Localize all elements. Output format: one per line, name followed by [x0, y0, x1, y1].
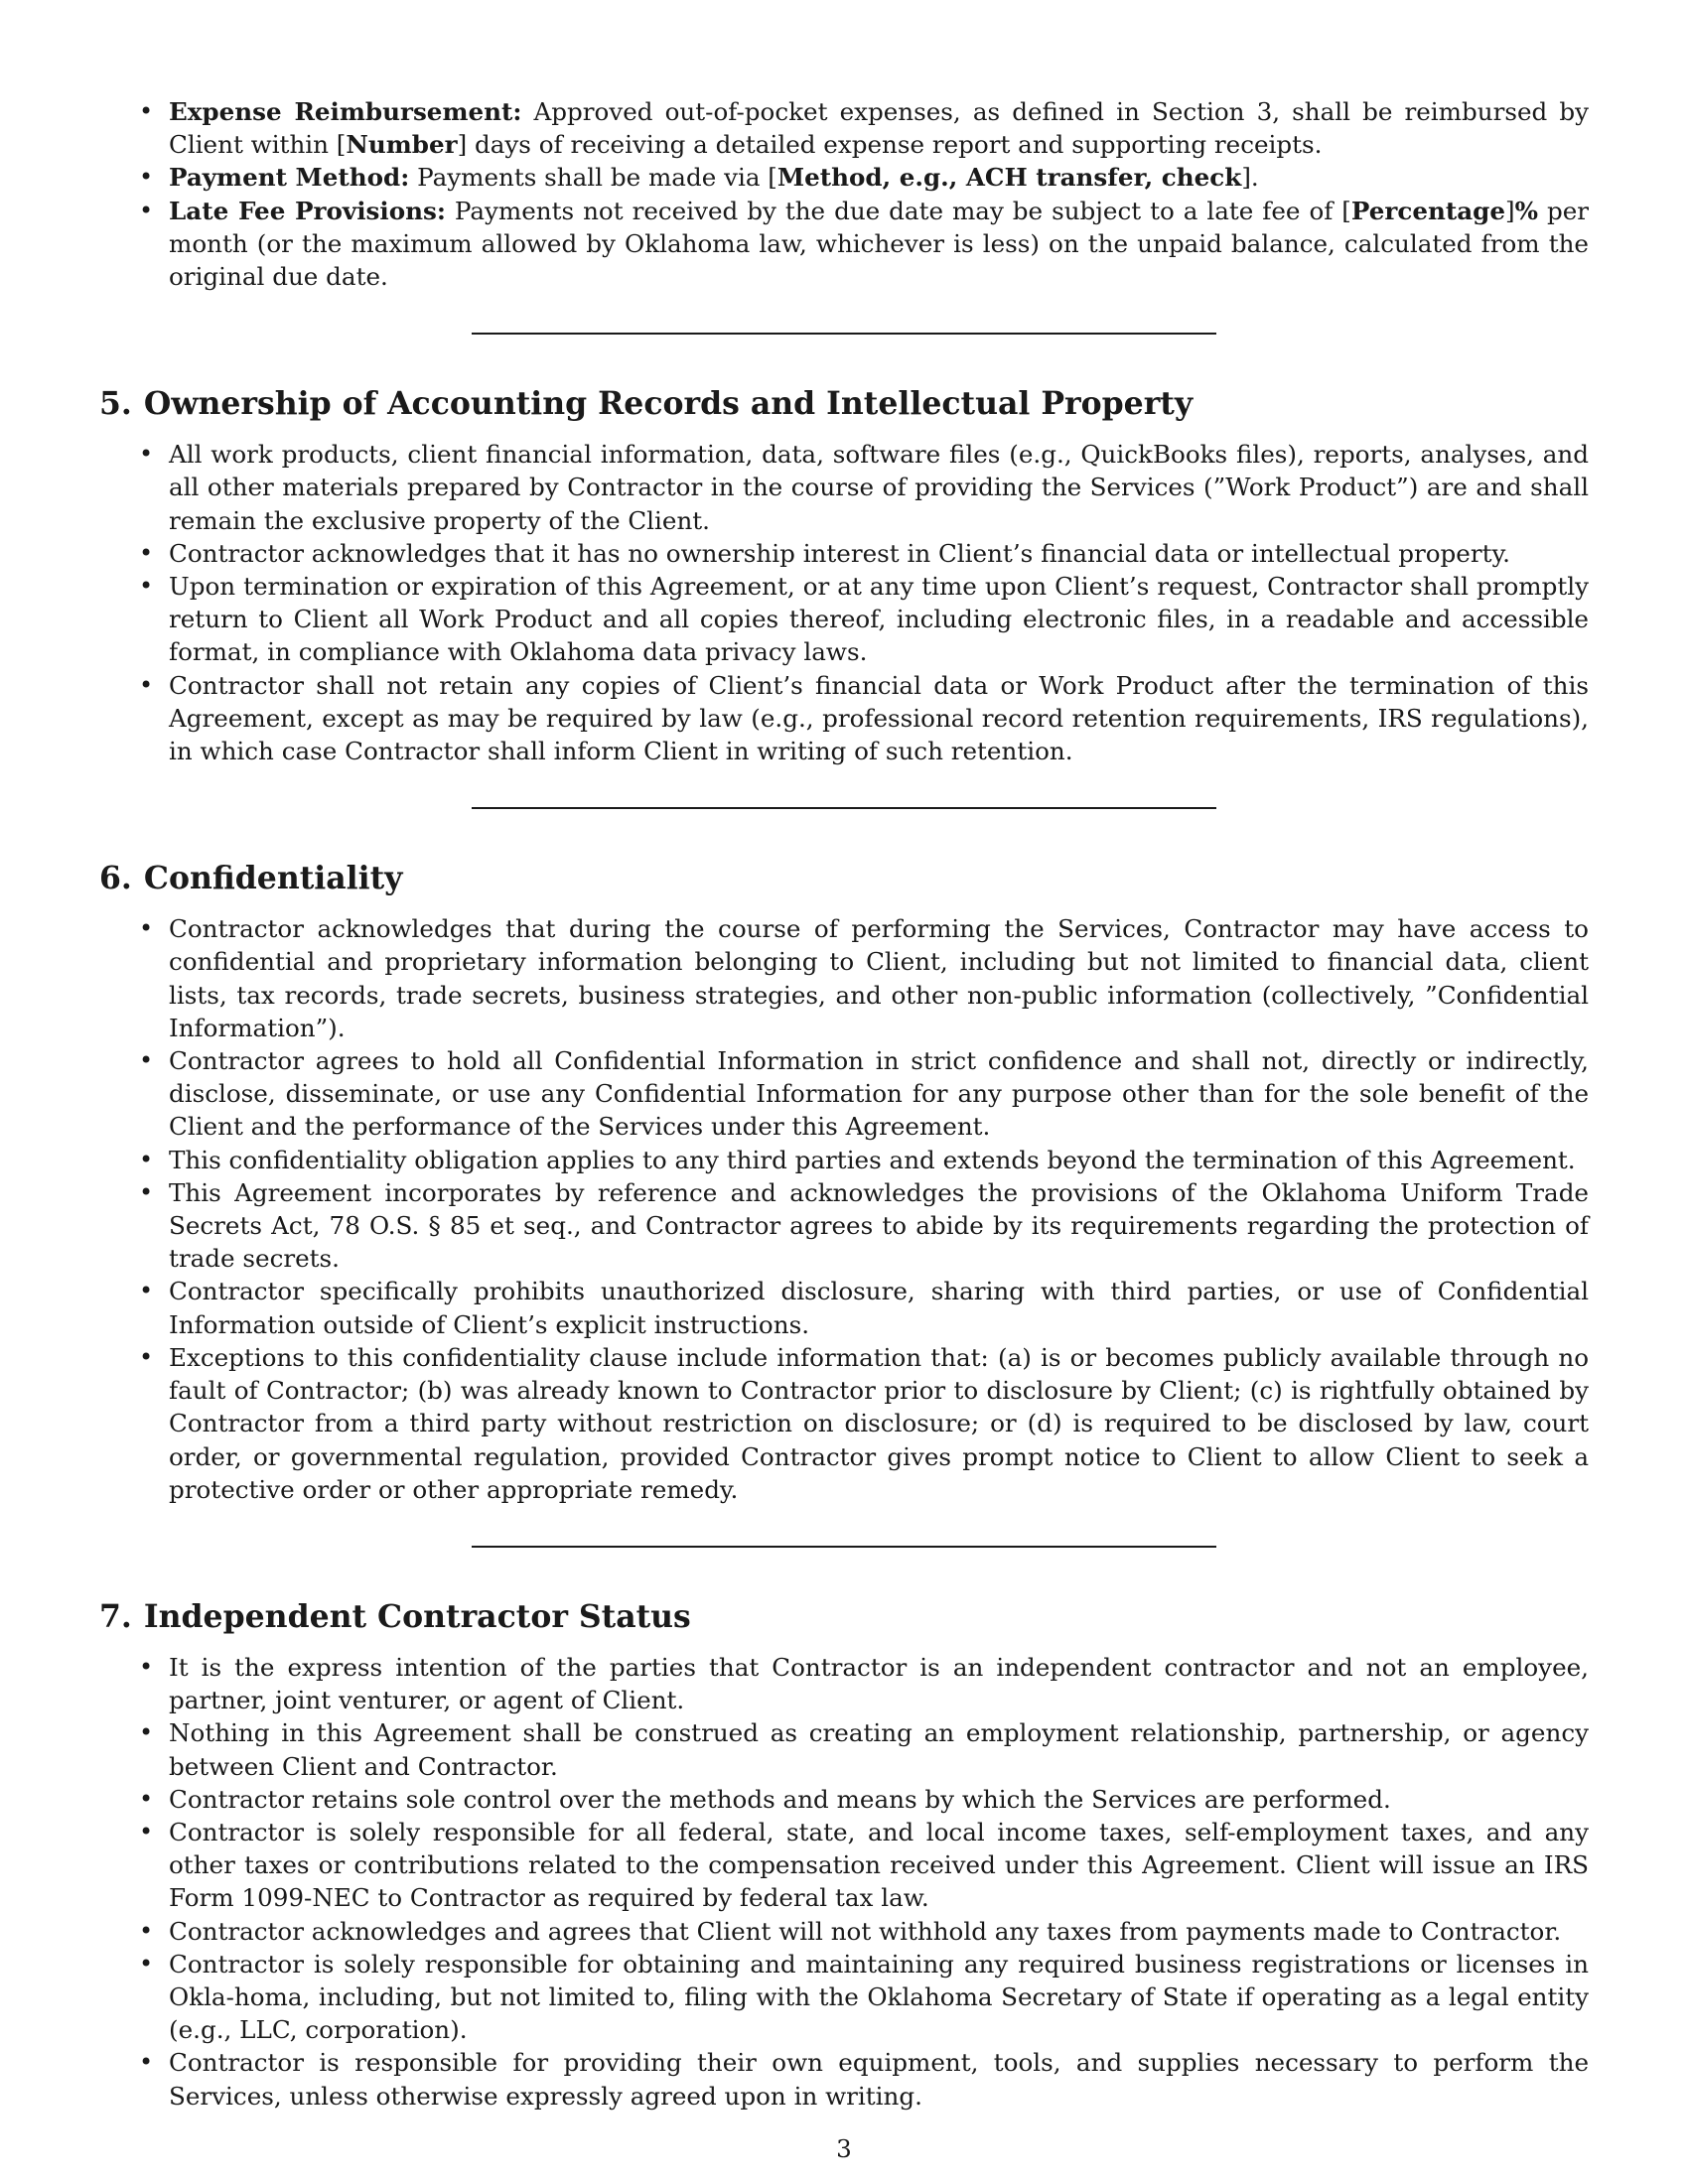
section-heading: 6. Confidentiality [99, 860, 403, 897]
list-item: • Contractor is responsible for providing their own equipment, tools, and supplies necessary to perform the Services, unless otherwise expressly agreed upon in writing. [99, 2046, 1589, 2112]
section-7-list [99, 1651, 1589, 2113]
item-label: Payment Method: [169, 163, 410, 193]
list-item: • Contractor retains sole control over the methods and means by which the Services are performed. [99, 1783, 1589, 1816]
section-5-list [99, 438, 1589, 767]
list-item: • Exceptions to this confidentiality clause include information that: (a) is or becomes publicly available through no fault of Contractor; (b) was already known to Contractor prior to disclosure by Client; (c) is rightfully obtained by Contractor from a third party without restriction on disclosure; or (d) is required to be disclosed by law, court order, or governmental regulation, provided Contractor gives prompt notice to Client to allow Client to seek a protective order or other appropriate remedy. [99, 1341, 1589, 1506]
list-item: • Contractor is solely responsible for obtaining and maintaining any required business registrations or licenses in Okla-homa, including, but not limited to, filing with the Oklahoma Secretary of State if operating as a legal entity (e.g., LLC, corporation). [99, 1948, 1589, 2047]
section-heading: 5. Ownership of Accounting Records and Intellectual Property [99, 385, 1194, 423]
item-label: Expense Reimbursement: [169, 97, 522, 126]
list-item: • Contractor acknowledges and agrees that Client will not withhold any taxes from payments made to Contractor. [99, 1915, 1589, 1948]
payment-terms-list [99, 95, 1589, 293]
list-item: • Expense Reimbursement: Approved out-of-pocket expenses, as defined in Section 3, shall be reimbursed by Client within [Number] days of receiving a detailed expense report and supporting receipts. [99, 95, 1589, 161]
list-item: • Contractor specifically prohibits unauthorized disclosure, sharing with third parties, or use of Confidential Information outside of Client’s explicit instructions. [99, 1275, 1589, 1340]
section-divider [472, 1546, 1216, 1548]
list-item: • This Agreement incorporates by reference and acknowledges the provisions of the Oklahoma Uniform Trade Secrets Act, 78 O.S. § 85 et seq., and Contractor agrees to abide by its requirements regarding the protection of trade secrets. [99, 1176, 1589, 1276]
list-item: • Late Fee Provisions: Payments not received by the due date may be subject to a late fee of [Percentage]% per month (or the maximum allowed by Oklahoma law, whichever is less) on the unpaid balance, calculated from the original due date. [99, 195, 1589, 294]
list-item: • All work products, client financial information, data, software files (e.g., QuickBooks files), reports, analyses, and all other materials prepared by Contractor in the course of providing the Services (”Work Product”) are and shall remain the exclusive property of the Client. [99, 438, 1589, 537]
list-item: • Contractor agrees to hold all Confidential Information in strict confidence and shall not, directly or indirectly, disclose, disseminate, or use any Confidential Information for any purpose other than for the sole benefit of the Client and the performance of the Services under this Agreement. [99, 1044, 1589, 1144]
section-heading: 7. Independent Contractor Status [99, 1597, 691, 1635]
document-page [99, 95, 1589, 2113]
list-item: • This confidentiality obligation applies to any third parties and extends beyond the termination of this Agreement. [99, 1144, 1589, 1176]
section-divider [472, 333, 1216, 335]
list-item: • Contractor is solely responsible for all federal, state, and local income taxes, self-employment taxes, and any other taxes or contributions related to the compensation received under this Agreement. Client will issue an IRS Form 1099-NEC to Contractor as required by federal tax law. [99, 1816, 1589, 1915]
list-item: • Nothing in this Agreement shall be construed as creating an employment relationship, partnership, or agency between Client and Contractor. [99, 1716, 1589, 1782]
item-label: Late Fee Provisions: [169, 196, 446, 225]
list-item: • Payment Method: Payments shall be made via [Method, e.g., ACH transfer, check]. [99, 161, 1589, 194]
list-item: • Upon termination or expiration of this Agreement, or at any time upon Client’s request, Contractor shall promptly return to Client all Work Product and all copies thereof, including electronic files, in a readable and accessible format, in compliance with Oklahoma data privacy laws. [99, 570, 1589, 669]
list-item: • Contractor acknowledges that during the course of performing the Services, Contractor may have access to confidential and proprietary information belonging to Client, including but not limited to financial data, client lists, tax records, trade secrets, business strategies, and other non-public information (collectively, ”Confidential Information”). [99, 912, 1589, 1044]
section-divider [472, 807, 1216, 809]
list-item: • Contractor shall not retain any copies of Client’s financial data or Work Product after the termination of this Agreement, except as may be required by law (e.g., professional record retention requirements, IRS regulations), in which case Contractor shall inform Client in writing of such retention. [99, 669, 1589, 768]
list-item: • It is the express intention of the parties that Contractor is an independent contractor and not an employee, partner, joint venturer, or agent of Client. [99, 1651, 1589, 1716]
list-item: • Contractor acknowledges that it has no ownership interest in Client’s financial data or intellectual property. [99, 537, 1589, 570]
page-number: 3 [836, 2134, 852, 2163]
section-6-list [99, 912, 1589, 1506]
